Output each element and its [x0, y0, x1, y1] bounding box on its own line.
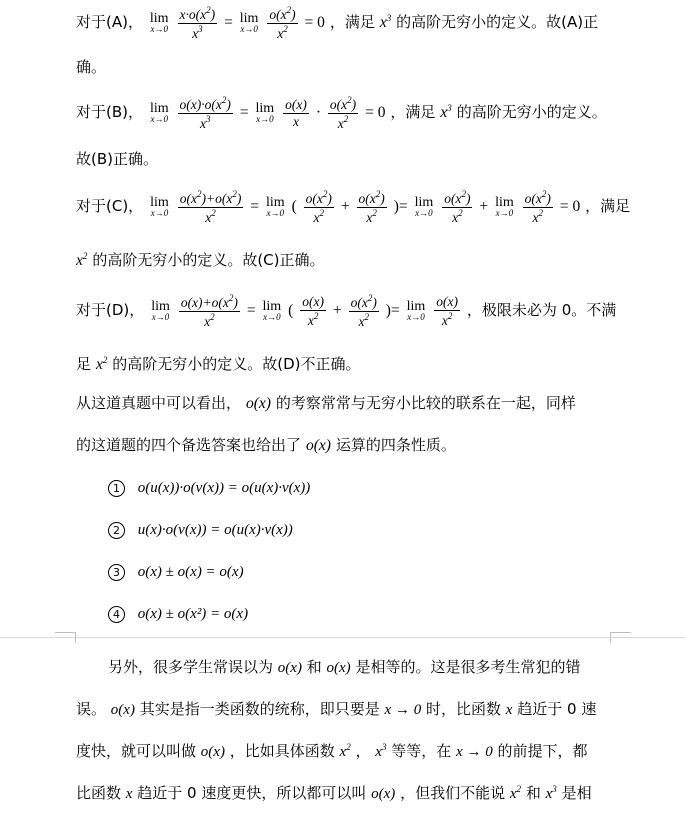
fraction: $\frac{o(x)\cdot o(x^2)}{x^3}$ [179, 95, 231, 131]
circled-number: 3 [108, 564, 125, 581]
statement-d-cont: 足 $x^2$ 的高阶无穷小的定义。故(D)不正确。 [76, 355, 361, 373]
lim-operator: lim x→0 [406, 299, 426, 322]
label-a: 对于(A)， [76, 13, 143, 31]
fraction: $\frac{o(x^2)}{x^2}$ [269, 5, 296, 41]
circled-number: 2 [108, 522, 125, 539]
fraction: $\frac{o(x^2)}{x^2}$ [524, 189, 551, 225]
fraction: $\frac{o(x^2)}{x^2}$ [350, 293, 377, 329]
para-line-1: 另外，很多学生常误以为 o(x) 和 o(x) 是相等的。这是很多考生常犯的错 [108, 658, 581, 676]
statement-b: 对于(B)， lim x→0 $\frac{o(x)\cdot o(x^2)}{x^3}$ = lim x→0 $\frac{o(x)}{x}$ · $\frac{o(x^2)}{x^2}$ = 0 ，满足 $x^3$ 的高阶无穷小的定义。 [76, 95, 607, 131]
circled-number: 1 [108, 480, 125, 497]
fraction: $\frac{x\cdot o(x^2)}{x^3}$ [179, 5, 216, 41]
para-line-2: 误。 o(x) 其实是指一类函数的统称，即只要是 x → 0 时，比函数 x 趋近于 0 速 [76, 700, 597, 718]
fraction: $\frac{o(x^2)}{x^2}$ [358, 189, 385, 225]
lim-operator: lim x→0 [239, 11, 259, 34]
fraction: $\frac{o(x^2)}{x^2}$ [329, 95, 357, 131]
property-item-2: 2 u(x)·o(v(x)) = o(u(x)·v(x)) [108, 520, 293, 539]
fraction: $\frac{o(x^2)}{x^2}$ [444, 189, 471, 225]
lim-operator: lim x→0 [151, 299, 170, 322]
statement-a: 对于(A)， lim x→0 $\frac{x\cdot o(x^2)}{x^3}$ = lim x→0 $\frac{o(x^2)}{x^2}$ = 0 ，满足 $x^3$ 的高阶无穷小的定义。故(A)正 [76, 5, 599, 41]
lim-operator: lim x→0 [262, 299, 282, 322]
fraction: $\frac{o(x)}{x}$ [285, 97, 307, 129]
lim-operator: lim x→0 [149, 101, 169, 124]
lim-operator: lim x→0 [255, 101, 275, 124]
fraction: $\frac{o(x^2)+o(x^2)}{x^2}$ [179, 189, 242, 225]
para-line-4: 比函数 x 趋近于 0 速度更快，所以都可以叫 o(x) ，但我们不能说 $x^2$ 和 $x^3$ 是相 [76, 784, 592, 802]
fraction: $\frac{o(x^2)}{x^2}$ [305, 189, 332, 225]
statement-c-cont: $x^2$ 的高阶无穷小的定义。故(C)正确。 [76, 251, 325, 269]
property-item-4: 4 o(x) ± o(x²) = o(x) [108, 604, 248, 623]
lim-operator: lim x→0 [414, 195, 434, 218]
fraction: $\frac{o(x)+o(x^2)}{x^2}$ [180, 293, 238, 329]
lim-operator: lim x→0 [149, 11, 169, 34]
margin-corner-mark [55, 632, 76, 643]
circled-number: 4 [108, 606, 125, 623]
statement-c: 对于(C)， lim x→0 $\frac{o(x^2)+o(x^2)}{x^2}$ = lim x→0 ( $\frac{o(x^2)}{x^2}$ + $\frac{o(x^2)}{x^2}$ )= lim x→0 $\frac{o(x^2)}{x^2}$ + lim x→0 $\frac{o(x^2)}{x^2}$ = 0 ，满足 [76, 189, 631, 225]
lim-operator: lim x→0 [150, 195, 169, 218]
statement-d: 对于(D)， lim x→0 $\frac{o(x)+o(x^2)}{x^2}$ = lim x→0 ( $\frac{o(x)}{x^2}$ + $\frac{o(x^2)}{x^2}$ )= lim x→0 $\frac{o(x)}{x^2}$ ，极限未必为 0。不满 [76, 293, 617, 329]
summary-line-2: 的这道题的四个备选答案也给出了 o(x) 运算的四条性质。 [76, 436, 456, 454]
page-break-line [0, 637, 685, 638]
fraction: $\frac{o(x)}{x^2}$ [436, 294, 458, 328]
para-line-3: 度快，就可以叫做 o(x) ，比如具体函数 $x^2$ ， $x^3$ 等等，在 x → 0 的前提下，都 [76, 742, 588, 760]
statement-b-cont: 故(B)正确。 [76, 150, 158, 168]
property-item-3: 3 o(x) ± o(x) = o(x) [108, 562, 244, 581]
lim-operator: lim x→0 [495, 195, 514, 218]
summary-line-1: 从这道真题中可以看出， o(x) 的考察常常与无穷小比较的联系在一起，同样 [76, 394, 576, 412]
statement-a-cont: 确。 [76, 58, 107, 76]
lim-operator: lim x→0 [265, 195, 285, 218]
property-item-1: 1 o(u(x))·o(v(x)) = o(u(x)·v(x)) [108, 478, 310, 497]
fraction: $\frac{o(x)}{x^2}$ [302, 294, 324, 328]
margin-corner-mark [610, 632, 631, 643]
